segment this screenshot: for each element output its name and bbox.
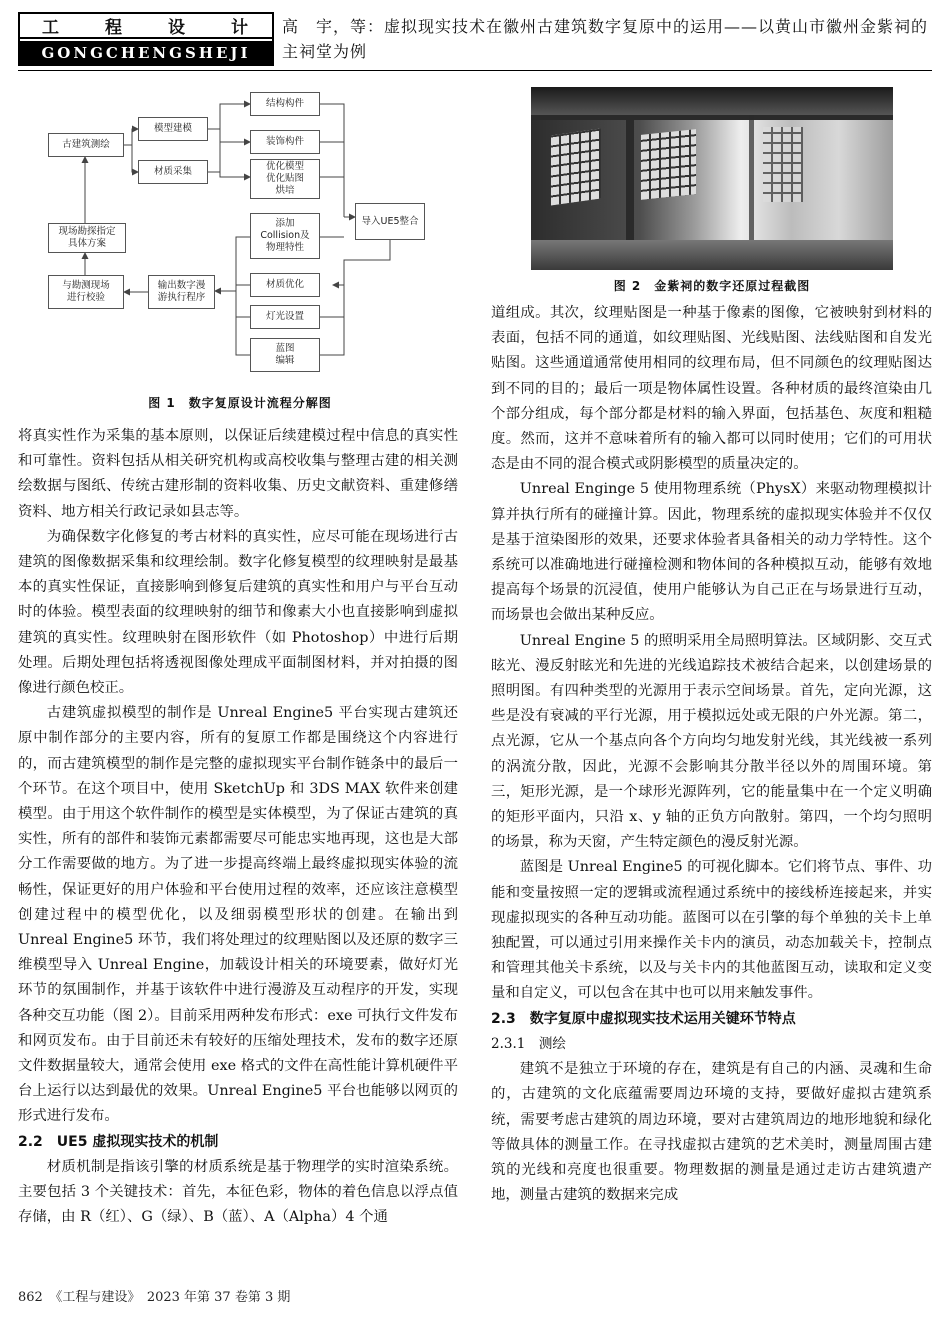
- figure-2-caption: 图 2 金紫祠的数字还原过程截图: [613, 279, 811, 293]
- page-footer: 862 《工程与建设》 2023 年第 37 卷第 3 期: [18, 1290, 291, 1305]
- photo-pillar: [749, 115, 754, 245]
- node-collision: 添加 Collision及 物理特性: [250, 213, 320, 259]
- paragraph: 道组成。其次，纹理贴图是一种基于像素的图像，它被映射到材料的表面，包括不同的通道，如纹理贴图、光线贴图、法线贴图和自发光贴图。这些通道通常使用相同的纹理布局，但不同颜色的纹理贴图达到不同的目的；最后一项是物体属性设置。各种材质的最终渲染由几个部分组成，每个部分都是材料的输入界面，包括基色、灰度和粗糙度。然而，这并不意味着所有的输入都可以同时使用；它们的可用状态是由不同的混合模式或阴影模型的质量决定的。: [491, 305, 932, 473]
- photo-lattice-window: [551, 128, 601, 205]
- photo-lattice-window: [641, 129, 696, 200]
- photo-lattice-window: [763, 127, 803, 202]
- right-column: [491, 301, 932, 1208]
- paragraph: 蓝图是 Unreal Engine5 的可视化脚本。它们将节点、事件、功能和变量按照一定的逻辑或流程通过系统中的接线桥连接起来，并实现虚拟现实的各种互动功能。蓝图可以在引擎的每个单独的关卡上单独配置，可以通过引用来操作关卡内的演员，动态加载关卡，控制点和管理其他关卡系统，以及与关卡内的其他蓝图互动，读取和定义变量和自定义，可以包含在其中也可以用来触发事件。: [491, 859, 932, 1002]
- paragraph: 为确保数字化修复的考古材料的真实性，应尽可能在现场进行古建筑的图像数据采集和纹理绘制。数字化修复模型的纹理映射是最基本的真实性保证，直接影响到修复后建筑的真实性和用户与平台互动时的体验。模型表面的纹理映射的细节和像素大小也直接影响到虚拟建筑的真实性。纹理映射在图形软件（如 Photoshop）中进行后期处理。后期处理包括将透视图像处理成平面制图材料，并对拍摄的图像进行颜色校正。: [18, 528, 458, 697]
- node-output: 输出数字漫 游执行程序: [148, 275, 215, 309]
- paragraph: 材质机制是指该引擎的材质系统是基于物理学的实时渲染系统。主要包括 3 个关键技术：首先，本征色彩，物体的着色信息以浮点值存储，由 R（红）、G（绿）、B（蓝）、A（Alpha）4 个通: [18, 1158, 458, 1226]
- header-divider: [18, 70, 932, 71]
- node-deco: 装饰构件: [250, 130, 320, 154]
- node-material-optimize: 材质优化: [250, 273, 320, 297]
- paragraph: 古建筑虚拟模型的制作是 Unreal Engine5 平台实现古建筑还原中制作部分的主要内容，所有的复原工作都是围绕这个内容进行的，而古建筑模型的制作是完整的虚拟现实平台制作链条中的最后一个环节。在这个项目中，使用 SketchUp 和 3DS MAX 软件来创建模型。由于用这个软件制作的模型是实体模型，为了保证古建筑的真实性，所有的部件和装饰元素都需要尽可能忠实地再现，这也是大部分工作需要做的地方。为了进一步提高终端上最终虚拟现实体验的流畅性，保证更好的用户体验和平台使用过程的效率，还应该注意模型创建过程中的模型优化，以及细弱模型形状的创建。在输出到 Unreal Engine5 环节，我们将处理过的纹理贴图以及还原的数字三维模型导入 Unreal Engine，加载设计相关的环境要素，做好灯光环节的氛围制作，并基于该软件中进行漫游及互动程序的开发，实现各种交互功能（图 2）。目前采用两种发布形式：exe 可执行文件发布和网页发布。由于目前还未有较好的压缩处理技术，发布的数字还原文件数据量较大，通常会使用 exe 格式的文件在高性能计算机硬件平台上运行以达到最优的效果。Unreal Engine5 平台也能够以网页的形式进行发布。: [18, 705, 458, 1125]
- node-modeling: 模型建模: [138, 117, 208, 141]
- running-title: 高 宇，等：虚拟现实技术在徽州古建筑数字复原中的运用——以黄山市徽州金紫祠的主祠堂为例: [282, 17, 929, 61]
- figure-1-flowchart: [40, 85, 440, 385]
- node-import-ue5: 导入UE5整合: [355, 203, 425, 240]
- journal-char: 程: [105, 18, 124, 38]
- journal-name-cn: [20, 14, 272, 39]
- journal-char: 设: [168, 18, 187, 38]
- photo-ceiling: [531, 87, 893, 115]
- paragraph: 将真实性作为采集的基本原则，以保证后续建模过程中信息的真实性和可靠性。资料包括从相关研究机构或高校收集与整理古建的相关测绘数据与图纸、传统古建形制的资料收集、历史文献资料、重建修缮资料、地方相关行政记录如县志等。: [18, 428, 458, 520]
- node-struct: 结构构件: [250, 92, 320, 116]
- journal-char: 工: [42, 18, 61, 38]
- node-optimize: 优化模型 优化贴图 烘培: [250, 159, 320, 199]
- section-heading: 2.2 UE5 虚拟现实技术的机制: [18, 1133, 219, 1150]
- node-material-collect: 材质采集: [138, 160, 208, 184]
- section-heading: 2.3 数字复原中虚拟现实技术运用关键环节特点: [491, 1010, 796, 1027]
- node-verify: 与勘测现场 进行校验: [48, 275, 124, 309]
- journal-logo-box: [18, 12, 274, 66]
- node-survey: 古建筑测绘: [48, 133, 124, 157]
- paragraph: Unreal Engine 5 的照明采用全局照明算法。区域阴影、交互式眩光、漫反射眩光和先进的光线追踪技术被结合起来，以创建场景的照明图。有四种类型的光源用于表示空间场景。首先，定向光源，这些是没有衰减的平行光源，用于模拟远处或无限的户外光源。第二，点光源，它从一个基点向各个方向均匀地发射光线，其光线被一系列的涡流分散，因此，光源不会影响其分散半径以外的周围环境。第三，矩形光源，是一个球形光源阵列，它的能量集中在一个定义明确的矩形平面内，只沿 x、y 轴的正负方向散射。第四，一个均匀照明的场景，称为天窗，产生特定颜色的漫反射光源。: [491, 632, 932, 851]
- figure-1-caption: 图 1 数字复原设计流程分解图: [148, 396, 332, 410]
- subsection-heading: 2.3.1 测绘: [491, 1035, 566, 1052]
- paragraph: 建筑不是独立于环境的存在，建筑是有自己的内涵、灵魂和生命的，古建筑的文化底蕴需要周边环境的支持，要做好虚拟古建筑系统，需要考虑古建筑的周边环境，要对古建筑周边的地形地貌和绿化等做具体的测量工作。在寻找虚拟古建筑的艺术美时，测量周围古建筑的光线和亮度也很重要。物理数据的测量是通过走访古建筑遗产地，测量古建筑的数据来完成: [491, 1061, 932, 1204]
- figure-2-screenshot: [531, 87, 893, 270]
- paragraph: Unreal Enginge 5 使用物理系统（PhysX）来驱动物理模拟计算并执行所有的碰撞计算。因此，物理系统的虚拟现实体验并不仅仅是基于渲染图形的效果，还要求体验者具备相关的动力学特性。这个系统可以准确地进行碰撞检测和物体间的各种模拟互动，能够有效地提高每个场景的沉浸值，使用户能够认为自己正在与场景进行互动，而场景也会做出某种反应。: [491, 481, 932, 624]
- node-field-plan: 现场勘探指定 具体方案: [48, 223, 126, 253]
- photo-floor: [531, 240, 893, 270]
- photo-beam: [531, 115, 893, 120]
- left-column: [18, 424, 458, 1231]
- journal-name-en: GONGCHENGSHEJI: [20, 41, 272, 66]
- node-lighting: 灯光设置: [250, 305, 320, 329]
- node-blueprint: 蓝图 编辑: [250, 338, 320, 372]
- journal-char: 计: [231, 18, 250, 38]
- photo-pillar: [626, 115, 634, 245]
